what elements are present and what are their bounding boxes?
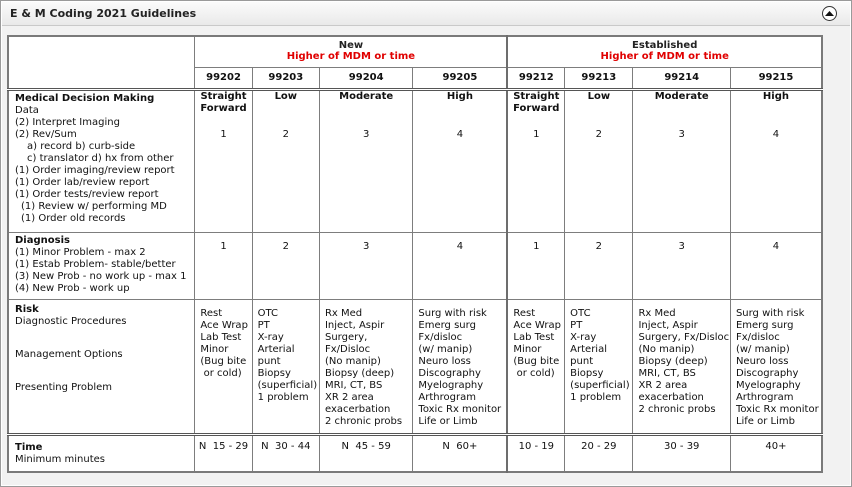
risk-cell	[565, 300, 633, 435]
diagnosis-value: 3	[633, 233, 730, 300]
panel-header	[2, 2, 850, 26]
risk-item: Lab Test	[200, 332, 242, 343]
mdm-line: (1) Order old records	[21, 213, 126, 224]
mdm-line: (1) Order lab/review report	[15, 177, 150, 188]
corner-cell	[8, 36, 195, 90]
mdm-cell	[565, 90, 633, 233]
risk-cell	[413, 300, 508, 435]
risk-item: Biopsy	[257, 368, 291, 379]
diagnosis-value: 4	[730, 233, 822, 300]
diagnosis-value: 4	[413, 233, 508, 300]
risk-item: (superficial)	[570, 380, 630, 391]
risk-cell	[730, 300, 822, 435]
risk-item: Arterial punt	[257, 344, 295, 367]
group-subtitle: Higher of MDM or time	[286, 51, 416, 62]
time-value: 40+	[730, 435, 822, 472]
risk-item: Inject, Aspir	[638, 320, 698, 331]
time-value: N 15 - 29	[195, 435, 252, 472]
risk-diagnostic: Diagnostic Procedures	[15, 316, 127, 327]
risk-item: Surgery, Fx/Disloc	[638, 332, 730, 343]
mdm-cell	[730, 90, 822, 233]
diagnosis-line: (1) Estab Problem- stable/better	[15, 259, 176, 270]
diagnosis-heading: Diagnosis	[15, 235, 70, 246]
diagnosis-line: (4) New Prob - work up	[15, 283, 130, 294]
risk-item: Biopsy (deep)	[324, 368, 395, 379]
em-coding-table	[7, 35, 823, 473]
risk-item: (Bug bite	[513, 356, 560, 367]
code-header: 99212	[507, 68, 564, 90]
risk-item: Toxic Rx monitor	[418, 404, 502, 415]
risk-item: Ace Wrap	[513, 320, 561, 331]
risk-item: Myelography	[418, 380, 484, 391]
risk-item: (No manip)	[638, 344, 695, 355]
risk-item: MRI, CT, BS	[324, 380, 383, 391]
time-sub: Minimum minutes	[15, 454, 105, 465]
risk-item: Emerg surg	[418, 320, 476, 331]
risk-item: Fx/disloc	[418, 332, 463, 343]
mdm-value: 4	[456, 129, 464, 140]
risk-item: Fx/disloc	[735, 332, 780, 343]
time-label	[8, 435, 195, 472]
risk-item: (w/ manip)	[418, 344, 473, 355]
risk-item: Arthrogram	[418, 392, 476, 403]
diagnosis-line: (1) Minor Problem - max 2	[15, 247, 146, 258]
risk-item: Life or Limb	[735, 416, 795, 427]
mdm-subheading: Data	[15, 105, 39, 116]
risk-item: X-ray	[570, 332, 597, 343]
risk-item: (No manip)	[324, 356, 381, 367]
risk-cell	[507, 300, 564, 435]
mdm-label	[8, 90, 195, 233]
mdm-level: Straight Forward	[200, 91, 247, 114]
mdm-cell	[507, 90, 564, 233]
risk-item: Arterial punt	[570, 344, 607, 367]
risk-cell	[252, 300, 319, 435]
time-value: 20 - 29	[565, 435, 633, 472]
group-title: New	[338, 40, 364, 51]
risk-item: Lab Test	[513, 332, 555, 343]
mdm-value: 3	[678, 129, 685, 140]
mdm-line: c) translator d) hx from other	[27, 153, 174, 164]
mdm-level: Moderate	[339, 91, 394, 102]
mdm-level: Straight Forward	[513, 91, 560, 114]
risk-item: X-ray	[257, 332, 284, 343]
risk-item: Biopsy (deep)	[638, 356, 708, 367]
collapse-up-icon[interactable]	[822, 6, 837, 21]
time-value: 10 - 19	[507, 435, 564, 472]
diagnosis-value: 2	[565, 233, 633, 300]
risk-item: (Bug bite	[200, 356, 247, 367]
mdm-line: a) record b) curb-side	[27, 141, 136, 152]
risk-item: 2 chronic probs	[324, 416, 403, 427]
risk-item: or cold)	[513, 368, 555, 379]
risk-item: Emerg surg	[735, 320, 794, 331]
mdm-cell	[413, 90, 508, 233]
panel-title: E & M Coding 2021 Guidelines	[10, 7, 197, 20]
risk-presenting: Presenting Problem	[15, 382, 113, 393]
mdm-cell	[195, 90, 252, 233]
mdm-line: (2) Interpret Imaging	[15, 117, 120, 128]
risk-item: Discography	[735, 368, 799, 379]
diagnosis-value: 2	[252, 233, 319, 300]
risk-item: Rx Med	[324, 308, 363, 319]
group-header-established	[507, 36, 822, 68]
risk-cell	[195, 300, 252, 435]
risk-item: Rest	[513, 308, 536, 319]
risk-item: Minor	[513, 344, 542, 355]
risk-item: 2 chronic probs	[638, 404, 716, 415]
risk-item: Ace Wrap	[200, 320, 248, 331]
mdm-level: Moderate	[654, 91, 709, 102]
risk-item: Discography	[418, 368, 481, 379]
mdm-cell	[319, 90, 412, 233]
risk-item: Rest	[200, 308, 223, 319]
risk-item: exacerbation	[324, 404, 391, 415]
mdm-level: High	[446, 91, 473, 102]
risk-cell	[319, 300, 412, 435]
risk-item: Minor	[200, 344, 229, 355]
risk-item: PT	[570, 320, 583, 331]
mdm-heading: Medical Decision Making	[15, 93, 155, 104]
time-value: N 45 - 59	[319, 435, 412, 472]
risk-item: Neuro loss	[418, 356, 471, 367]
risk-item: Surg with risk	[735, 308, 805, 319]
code-header: 99215	[730, 68, 822, 90]
risk-item: Myelography	[735, 380, 801, 391]
time-value: 30 - 39	[633, 435, 730, 472]
mdm-level: High	[762, 91, 789, 102]
mdm-value: 2	[595, 129, 603, 140]
risk-item: Neuro loss	[735, 356, 789, 367]
mdm-level: Low	[587, 91, 611, 102]
mdm-value: 1	[533, 129, 540, 140]
mdm-line: (1) Review w/ performing MD	[21, 201, 167, 212]
risk-item: or cold)	[200, 368, 242, 379]
risk-management: Management Options	[15, 349, 123, 360]
risk-item: OTC	[257, 308, 279, 319]
risk-cell	[633, 300, 730, 435]
risk-item: Surgery, Fx/Disloc	[324, 332, 371, 355]
diagnosis-value: 1	[507, 233, 564, 300]
diagnosis-label	[8, 233, 195, 300]
mdm-level: Low	[274, 91, 298, 102]
risk-heading: Risk	[15, 304, 39, 315]
risk-item: Inject, Aspir	[324, 320, 385, 331]
risk-item: Arthrogram	[735, 392, 794, 403]
time-value: N 30 - 44	[252, 435, 319, 472]
code-header: 99213	[565, 68, 633, 90]
mdm-value: 2	[282, 129, 289, 140]
risk-item: MRI, CT, BS	[638, 368, 696, 379]
mdm-line: (1) Order imaging/review report	[15, 165, 175, 176]
risk-item: OTC	[570, 308, 591, 319]
diagnosis-value: 1	[195, 233, 252, 300]
group-header-new	[195, 36, 508, 68]
time-value: N 60+	[413, 435, 508, 472]
mdm-value: 4	[772, 129, 780, 140]
code-header: 99204	[319, 68, 412, 90]
risk-label	[8, 300, 195, 435]
code-header: 99203	[252, 68, 319, 90]
code-header: 99202	[195, 68, 252, 90]
mdm-value: 1	[220, 129, 227, 140]
mdm-cell	[633, 90, 730, 233]
mdm-value: 3	[363, 129, 370, 140]
risk-item: Rx Med	[638, 308, 676, 319]
group-title: Established	[632, 40, 698, 51]
risk-item: Biopsy	[570, 368, 604, 379]
mdm-line: (2) Rev/Sum	[15, 129, 77, 140]
mdm-cell	[252, 90, 319, 233]
risk-item: (w/ manip)	[735, 344, 790, 355]
panel-body	[2, 26, 850, 485]
risk-item: Surg with risk	[418, 308, 487, 319]
risk-item: XR 2 area	[638, 380, 688, 391]
diagnosis-line: (3) New Prob - no work up - max 1	[15, 271, 187, 282]
risk-item: 1 problem	[570, 392, 622, 403]
code-header: 99214	[633, 68, 730, 90]
time-heading: Time	[15, 442, 43, 453]
risk-item: Toxic Rx monitor	[735, 404, 819, 415]
code-header: 99205	[413, 68, 508, 90]
group-subtitle: Higher of MDM or time	[600, 51, 729, 62]
risk-item: Life or Limb	[418, 416, 478, 427]
mdm-line: (1) Order tests/review report	[15, 189, 159, 200]
risk-item: exacerbation	[638, 392, 704, 403]
risk-item: XR 2 area	[324, 392, 374, 403]
risk-item: 1 problem	[257, 392, 309, 403]
risk-item: PT	[257, 320, 270, 331]
diagnosis-value: 3	[319, 233, 412, 300]
risk-item: (superficial)	[257, 380, 318, 391]
